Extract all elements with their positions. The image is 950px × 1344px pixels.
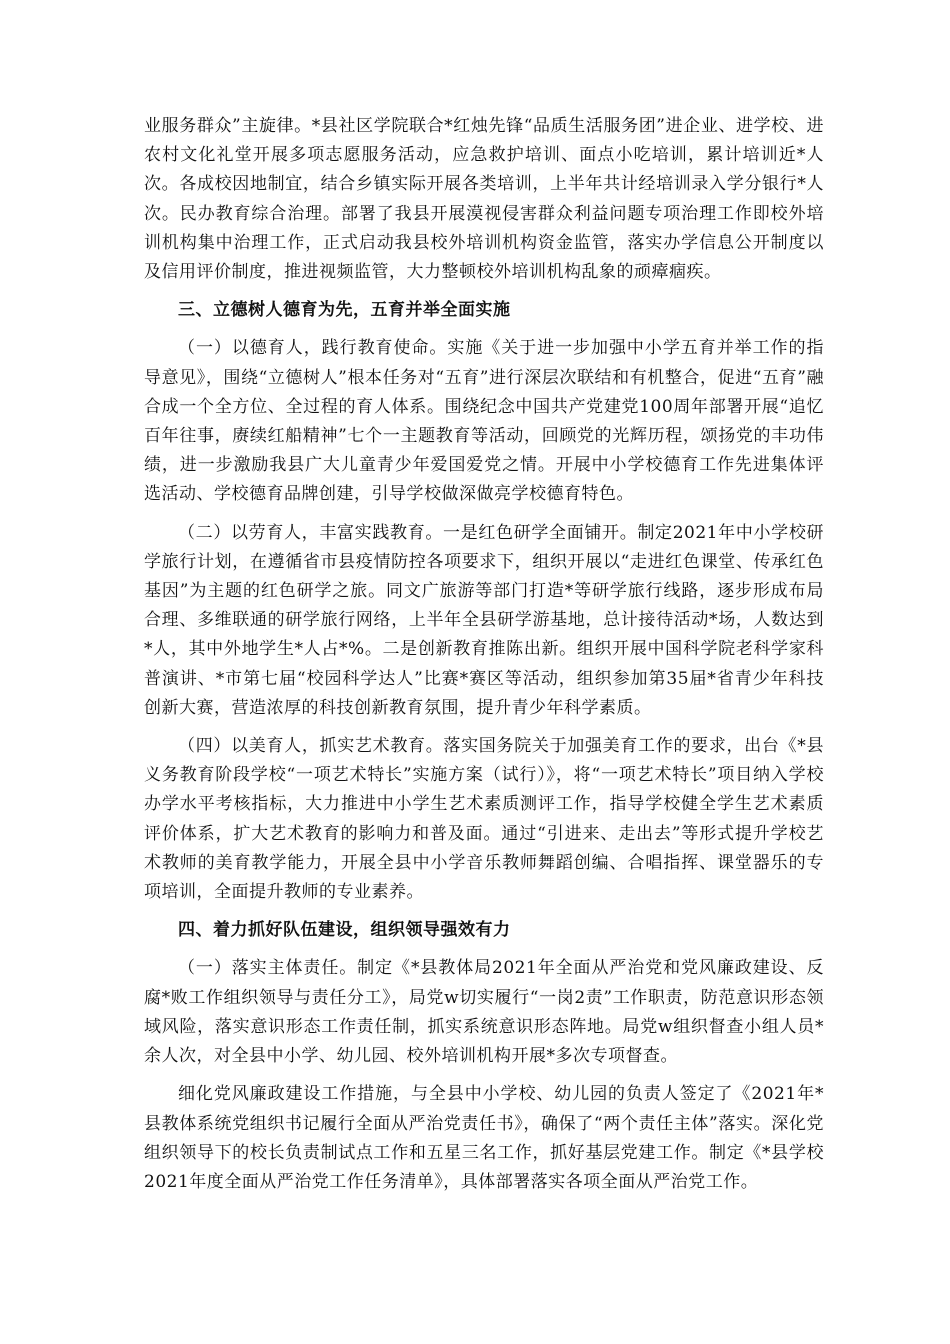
paragraph-arts-education: （四）以美育人，抓实艺术教育。落实国务院关于加强美育工作的要求，出台《*县义务教育阶段学校“一项艺术特长”实施方案（试行）》，将“一项艺术特长”项目纳入学校办学水平考核指标，大力推进中小学生艺术素质测评工作，指导学校健全学生艺术素质评价体系，扩大艺术教育的影响力和普及面。通过“引进来、走出去”等形式提升学校艺术教师的美育教学能力，开展全县中小学音乐教师舞蹈创编、合唱指挥、课堂器乐的专项培训，全面提升教师的专业素养。 xyxy=(144,736,824,903)
section-heading-team-building: 四、着力抓好队伍建设，组织领导强效有力 xyxy=(178,920,511,941)
paragraph-moral-education: （一）以德育人，践行教育使命。实施《关于进一步加强中小学五育并举工作的指导意见》，围绕“立德树人”根本任务对“五育”进行深层次联结和有机整合，促进“五育”融合成一个全方位、全过程的育人体系。围绕纪念中国共产党建党100周年部署开展“追忆百年往事，赓续红船精神”七个一主题教育等活动，回顾党的光辉历程，颂扬党的丰功伟绩，进一步激励我县广大儿童青少年爱国爱党之情。开展中小学校德育工作先进集体评选活动、学校德育品牌创建，引导学校做深做亮学校德育特色。 xyxy=(144,338,824,505)
section-heading-moral-education: 三、立德树人德育为先，五育并举全面实施 xyxy=(178,300,511,321)
paragraph-main-responsibility: （一）落实主体责任。制定《*县教体局2021年全面从严治党和党风廉政建设、反腐*败工作组织领导与责任分工》，局党w切实履行“一岗2责”工作职责，防范意识形态领域风险，落实意识形态工作责任制，抓实系统意识形态阵地。局党w组织督查小组人员*余人次，对全县中小学、幼儿园、校外培训机构开展*多次专项督查。 xyxy=(144,958,824,1067)
paragraph-labor-education: （二）以劳育人，丰富实践教育。一是红色研学全面铺开。制定2021年中小学校研学旅行计划，在遵循省市县疫情防控各项要求下，组织开展以“走进红色课堂、传承红色基因”为主题的红色研学之旅。同文广旅游等部门打造*等研学旅行线路，逐步形成布局合理、多维联通的研学旅行网络，上半年全县研学游基地，总计接待活动*场，人数达到*人，其中外地学生*人占*%。二是创新教育推陈出新。组织开展中国科学院老科学家科普演讲、*市第七届“校园科学达人”比赛*赛区等活动，组织参加第35届*省青少年科技创新大赛，营造浓厚的科技创新教育氛围，提升青少年科学素质。 xyxy=(144,522,824,718)
document-page xyxy=(144,112,824,1206)
paragraph-community-services: 业服务群众”主旋律。*县社区学院联合*红烛先锋“品质生活服务团”进企业、进学校、进农村文化礼堂开展多项志愿服务活动，应急救护培训、面点小吃培训，累计培训近*人次。各成校因地制宜，结合乡镇实际开展各类培训，上半年共计经培训录入学分银行*人次。民办教育综合治理。部署了我县开展漠视侵害群众利益问题专项治理工作即校外培训机构集中治理工作，正式启动我县校外培训机构资金监管，落实办学信息公开制度以及信用评价制度，推进视频监管，大力整顿校外培训机构乱象的顽瘴痼疾。 xyxy=(144,116,824,283)
paragraph-party-conduct: 细化党风廉政建设工作措施，与全县中小学校、幼儿园的负责人签定了《2021年*县教体系统党组织书记履行全面从严治党责任书》，确保了“两个责任主体”落实。深化党组织领导下的校长负责制试点工作和五星三名工作，抓好基层党建工作。制定《*县学校2021年度全面从严治党工作任务清单》，具体部署落实各项全面从严治党工作。 xyxy=(144,1084,824,1192)
